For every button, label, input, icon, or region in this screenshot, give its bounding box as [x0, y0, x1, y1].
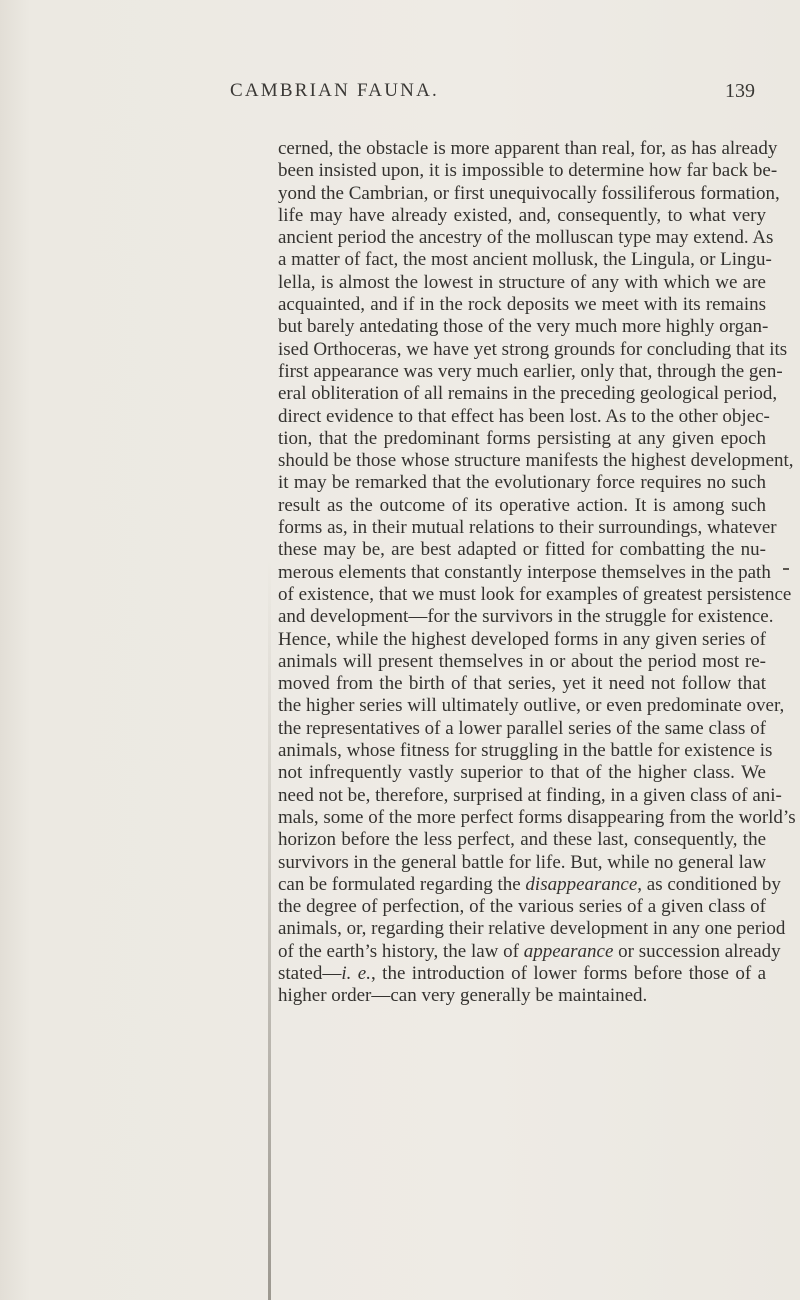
text-line: and development—for the survivors in the struggle for existence. [278, 606, 774, 628]
text-line: can be formulated regarding the disappearance, as conditioned by [278, 873, 781, 895]
text-line: the representatives of a lower parallel series of the same class of [278, 717, 766, 739]
text-line: but barely antedating those of the very much more highly organ- [278, 316, 769, 338]
text-line: stated—i. e., the introduction of lower forms before those of a [278, 962, 767, 984]
text-line: tion, that the predominant forms persisting at any given epoch [278, 427, 766, 449]
page-header [230, 80, 790, 110]
text-line: need not be, therefore, surprised at finding, in a given class of ani- [278, 784, 782, 806]
text-line: animals will present themselves in or about the period most re- [278, 650, 766, 672]
text-line: forms as, in their mutual relations to their surroundings, whatever [278, 517, 777, 539]
text-line: moved from the birth of that series, yet it need not follow that [278, 673, 766, 695]
text-line: cerned, the obstacle is more apparent than real, for, as has already [278, 138, 778, 159]
text-line: been insisted upon, it is impossible to determine how far back be- [278, 160, 778, 182]
text-line: ised Orthoceras, we have yet strong grounds for concluding that its [278, 338, 788, 360]
text-line: direct evidence to that effect has been lost. As to the other objec- [278, 405, 770, 427]
text-line: the higher series will ultimately outlive, or even predominate over, [278, 695, 785, 717]
text-line: lella, is almost the lowest in structure of any with which we are [278, 271, 766, 293]
text-line: higher order—can very generally be maintained. [278, 985, 648, 1007]
text-line: these may be, are best adapted or fitted for combatting the nu- [278, 539, 766, 561]
text-line: it may be remarked that the evolutionary force requires no such [278, 472, 766, 494]
text-line: the degree of perfection, of the various series of a given class of [278, 896, 766, 918]
text-line: eral obliteration of all remains in the preceding geological period, [278, 383, 778, 405]
text-line: animals, whose fitness for struggling in the battle for existence is [278, 740, 773, 762]
page-gutter-shadow [268, 560, 271, 1300]
text-line: first appearance was very much earlier, only that, through the gen- [278, 360, 783, 382]
text-line: horizon before the less perfect, and these last, consequently, the [278, 829, 766, 851]
text-line: of the earth’s history, the law of appearance or succession already [278, 940, 781, 962]
text-line: acquainted, and if in the rock deposits we meet with its remains [278, 294, 766, 316]
text-line: life may have already existed, and, consequently, to what very [278, 204, 766, 226]
text-line: a matter of fact, the most ancient mollusk, the Lingula, or Lingu- [278, 249, 772, 271]
text-line: animals, or, regarding their relative development in any one period [278, 918, 786, 940]
page-number: 139 [725, 80, 755, 102]
running-head: CAMBRIAN FAUNA. [230, 80, 439, 101]
text-line: ancient period the ancestry of the molluscan type may extend. As [278, 227, 774, 249]
text-line: not infrequently vastly superior to that of the higher class. We [278, 762, 766, 784]
text-line: of existence, that we must look for examples of greatest persistence [278, 583, 792, 605]
margin-mark [783, 568, 789, 570]
text-line: merous elements that constantly interpose themselves in the path [278, 561, 771, 583]
body-text [278, 138, 796, 1008]
text-line: survivors in the general battle for life. But, while no general law [278, 851, 767, 873]
text-line: should be those whose structure manifests the highest development, [278, 450, 794, 472]
text-line: result as the outcome of its operative action. It is among such [278, 494, 766, 516]
text-line: yond the Cambrian, or first unequivocally fossiliferous formation, [278, 182, 780, 204]
text-line: Hence, while the highest developed forms in any given series of [278, 628, 766, 650]
text-line: mals, some of the more perfect forms disappearing from the world’s [278, 806, 796, 828]
